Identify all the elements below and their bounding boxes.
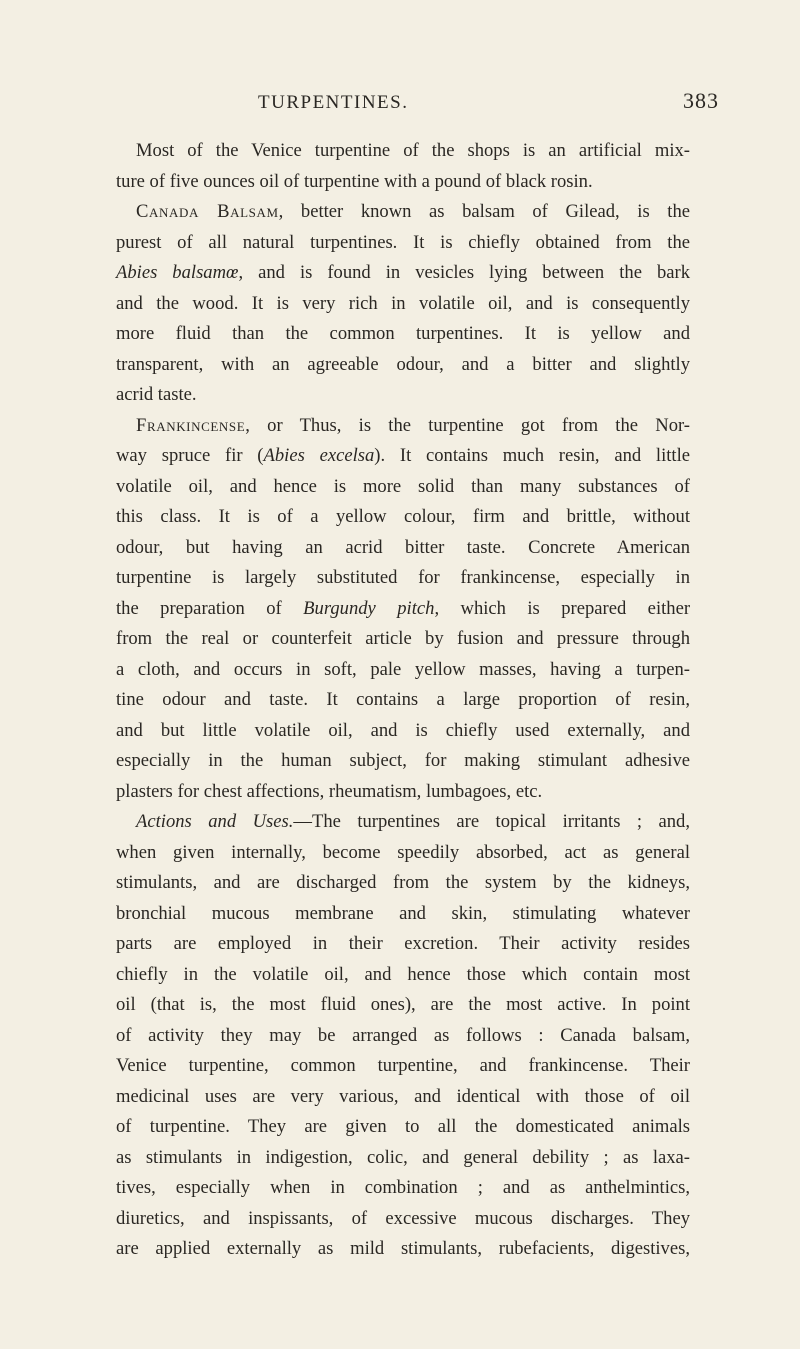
text-line xyxy=(116,350,690,381)
text-segment: plasters for chest affections, rheumatism, lumbagoes, etc. xyxy=(116,780,543,802)
text-segment: and the wood. It is very rich in volatile oil, and is consequently xyxy=(116,292,690,314)
text-line xyxy=(116,746,690,777)
text-line xyxy=(116,1082,690,1113)
text-line xyxy=(116,289,690,320)
text-line xyxy=(116,899,690,930)
text-line xyxy=(116,1021,690,1052)
text-segment: transparent, with an agreeable odour, and a bitter and slightly xyxy=(116,353,690,375)
text-line xyxy=(116,472,690,503)
text-line xyxy=(116,533,690,564)
text-segment: a cloth, and occurs in soft, pale yellow masses, having a turpen- xyxy=(116,658,690,680)
text-segment: especially in the human subject, for making stimulant adhesive xyxy=(116,750,690,771)
text-line xyxy=(116,441,690,472)
text-line xyxy=(116,1112,690,1143)
text-segment: acrid taste. xyxy=(116,384,197,405)
text-line xyxy=(116,228,690,259)
text-line xyxy=(116,716,690,747)
text-line xyxy=(116,929,690,960)
small-caps-term: Canada Balsam xyxy=(136,201,279,222)
text-line xyxy=(116,655,690,686)
italic-term: Burgundy pitch xyxy=(303,597,435,619)
text-line xyxy=(116,1234,690,1265)
text-segment: bronchial mucous membrane and skin, stimulating whatever xyxy=(116,902,690,924)
text-segment: tives, especially when in combination ; and as anthelmintics, xyxy=(116,1177,690,1198)
text-segment: as stimulants in indigestion, colic, and general debility ; as laxa- xyxy=(116,1146,690,1168)
text-segment: from the real or counterfeit article by fusion and pressure through xyxy=(116,628,690,649)
text-line xyxy=(116,990,690,1021)
text-line xyxy=(116,563,690,594)
text-segment: of activity they may be arranged as follows : Canada balsam, xyxy=(116,1024,690,1046)
text-line xyxy=(116,197,690,228)
text-line xyxy=(116,1204,690,1235)
text-segment: , or Thus, is the turpentine got from the Nor- xyxy=(245,414,690,436)
text-line xyxy=(116,807,690,838)
text-segment: stimulants, and are discharged from the system by the kidneys, xyxy=(116,872,690,893)
text-segment: volatile oil, and hence is more solid than many substances of xyxy=(116,475,690,497)
text-segment: parts are employed in their excretion. Their activity resides xyxy=(116,933,690,954)
text-line xyxy=(116,380,690,411)
italic-term: Abies balsamœ xyxy=(116,262,239,283)
text-line xyxy=(116,1173,690,1204)
text-segment: , and is found in vesicles lying between the bark xyxy=(238,262,690,283)
text-line xyxy=(116,167,690,198)
text-line xyxy=(116,502,690,533)
text-segment: —The turpentines are topical irritants ; and, xyxy=(293,811,690,832)
text-segment: chiefly in the volatile oil, and hence those which contain most xyxy=(116,963,690,985)
text-segment: of turpentine. They are given to all the domesticated animals xyxy=(116,1116,690,1137)
text-line xyxy=(116,624,690,655)
body-text xyxy=(116,136,690,1265)
text-segment: odour, but having an acrid bitter taste. Concrete American xyxy=(116,536,690,558)
page-number: 383 xyxy=(683,88,719,113)
text-line xyxy=(116,1051,690,1082)
text-segment: more fluid than the common turpentines. It is yellow and xyxy=(116,323,690,344)
text-line xyxy=(116,777,690,808)
text-segment: the preparation of xyxy=(116,597,304,619)
text-segment: ). It contains much resin, and little xyxy=(374,445,690,466)
text-segment: , better known as balsam of Gilead, is the xyxy=(278,201,690,222)
small-caps-term: Frankincense xyxy=(136,414,246,436)
text-segment: diuretics, and inspissants, of excessive mucous discharges. They xyxy=(116,1207,690,1229)
text-line xyxy=(116,685,690,716)
page-header xyxy=(0,88,800,128)
text-segment: this class. It is of a yellow colour, firm and brittle, without xyxy=(116,506,690,527)
text-segment: way spruce fir ( xyxy=(116,445,264,466)
text-segment: Venice turpentine, common turpentine, and frankincense. Their xyxy=(116,1055,690,1076)
text-line xyxy=(116,868,690,899)
text-line xyxy=(116,411,690,442)
text-segment: Most of the Venice turpentine of the shops is an artificial mix- xyxy=(136,140,690,161)
running-head: TURPENTINES. xyxy=(258,92,409,113)
text-segment: , which is prepared either xyxy=(434,597,691,619)
text-line xyxy=(116,838,690,869)
text-segment: oil (that is, the most fluid ones), are the most active. In point xyxy=(116,994,690,1015)
italic-term: Abies excelsa xyxy=(263,445,375,466)
text-segment: tine odour and taste. It contains a large proportion of resin, xyxy=(116,689,690,710)
text-line xyxy=(116,594,690,625)
text-line xyxy=(116,1143,690,1174)
text-line xyxy=(116,319,690,350)
text-segment: are applied externally as mild stimulants, rubefacients, digestives, xyxy=(116,1238,690,1259)
text-segment: ture of five ounces oil of turpentine with a pound of black rosin. xyxy=(116,170,593,192)
text-line xyxy=(116,960,690,991)
italic-term: Actions and Uses. xyxy=(136,811,294,832)
text-segment: purest of all natural turpentines. It is chiefly obtained from the xyxy=(116,231,690,253)
text-line xyxy=(116,136,690,167)
text-segment: turpentine is largely substituted for frankincense, especially in xyxy=(116,567,690,588)
text-line xyxy=(116,258,690,289)
text-segment: medicinal uses are very various, and identical with those of oil xyxy=(116,1085,690,1107)
text-segment: when given internally, become speedily absorbed, act as general xyxy=(116,841,690,863)
text-segment: and but little volatile oil, and is chiefly used externally, and xyxy=(116,719,690,741)
